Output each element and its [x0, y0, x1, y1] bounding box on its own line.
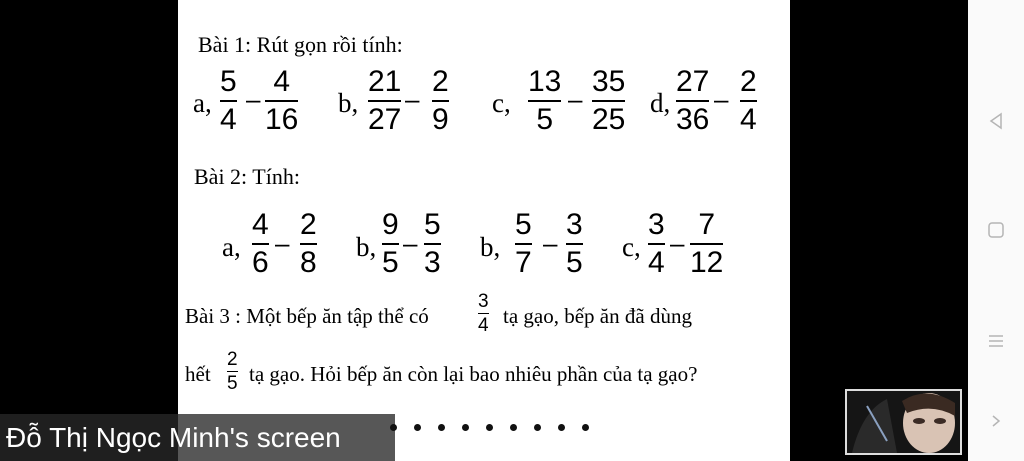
- bai1-d-fraction2: [740, 67, 757, 135]
- home-square-icon: [987, 221, 1005, 239]
- bai2-c-label: b,: [480, 232, 501, 262]
- bai1-title: Bài 1: Rút gọn rồi tính:: [198, 32, 403, 57]
- bai3-text-part4: tạ gạo. Hỏi bếp ăn còn lại bao nhiêu phần của tạ gạo?: [249, 362, 698, 386]
- bai2-b-label: b,: [356, 232, 377, 262]
- numerator: 27: [676, 65, 710, 98]
- bai1-d-fraction1: [676, 67, 709, 135]
- bai1-b-label: b,: [338, 88, 359, 118]
- numerator: 7: [698, 208, 716, 241]
- page-dot[interactable]: [390, 424, 397, 431]
- numerator: 4: [252, 208, 269, 241]
- bai1-b-fraction2: [432, 67, 449, 135]
- denominator: 4: [478, 315, 489, 336]
- bai1-c-fraction2: [592, 67, 625, 135]
- denominator: 3: [424, 246, 441, 279]
- page-dot[interactable]: [462, 424, 469, 431]
- denominator: 4: [648, 246, 665, 279]
- bai2-title: Bài 2: Tính:: [194, 164, 300, 189]
- bai2-a-fraction2: [300, 210, 317, 278]
- bai2-d-label: c,: [622, 232, 641, 262]
- bai1-c-fraction1: [528, 67, 561, 135]
- denominator: 4: [740, 103, 757, 136]
- page-dot[interactable]: [582, 424, 589, 431]
- numerator: 35: [592, 65, 626, 98]
- denominator: 5: [536, 103, 554, 136]
- recents-button[interactable]: [978, 323, 1014, 359]
- numerator: 21: [368, 65, 402, 98]
- denominator: 16: [265, 103, 299, 136]
- numerator: 9: [382, 208, 399, 241]
- bai2-a-fraction1: [252, 210, 269, 278]
- minus-sign: –: [405, 84, 420, 114]
- expand-panel-button[interactable]: [978, 403, 1014, 439]
- page-dot[interactable]: [510, 424, 517, 431]
- bai1-a-fraction2: [265, 67, 298, 135]
- page-dot[interactable]: [414, 424, 421, 431]
- bai2-b-fraction2: [424, 210, 441, 278]
- denominator: 5: [566, 246, 583, 279]
- denominator: 6: [252, 246, 269, 279]
- denominator: 27: [368, 103, 402, 136]
- minus-sign: –: [568, 84, 583, 114]
- minus-sign: –: [543, 228, 558, 258]
- back-button[interactable]: [978, 103, 1014, 139]
- bai2-c-fraction1: [515, 210, 532, 278]
- numerator: 3: [648, 208, 665, 241]
- minus-sign: –: [275, 228, 290, 258]
- left-black-frame: [0, 0, 178, 461]
- minus-sign: –: [714, 84, 729, 114]
- bai3-text-part2: tạ gạo, bếp ăn đã dùng: [503, 304, 692, 328]
- denominator: 25: [592, 103, 626, 136]
- numerator: 13: [528, 65, 562, 98]
- bai1-a-label: a,: [193, 88, 212, 118]
- bai1-b-fraction1: [368, 67, 401, 135]
- page-dot[interactable]: [486, 424, 493, 431]
- bai2-a-label: a,: [222, 232, 241, 262]
- numerator: 2: [300, 208, 317, 241]
- denominator: 12: [690, 246, 724, 279]
- menu-lines-icon: [987, 332, 1005, 350]
- bai3-fraction2: [227, 350, 238, 393]
- minus-sign: –: [670, 228, 685, 258]
- numerator: 5: [424, 208, 441, 241]
- bai1-c-label: c,: [492, 88, 511, 118]
- screen-share-caption: Đỗ Thị Ngọc Minh's screen: [0, 414, 395, 461]
- bai1-d-label: d,: [650, 88, 671, 118]
- page-dot[interactable]: [438, 424, 445, 431]
- participant-video-thumbnail[interactable]: [845, 389, 962, 455]
- participant-face-image: [847, 391, 960, 453]
- denominator: 8: [300, 246, 317, 279]
- numerator: 5: [515, 208, 532, 241]
- denominator: 5: [227, 373, 238, 394]
- denominator: 9: [432, 103, 449, 136]
- numerator: 4: [273, 65, 291, 98]
- denominator: 5: [382, 246, 399, 279]
- numerator: 3: [566, 208, 583, 241]
- bai3-text-part1: Bài 3 : Một bếp ăn tập thể có: [185, 304, 429, 328]
- denominator: 36: [676, 103, 710, 136]
- back-triangle-icon: [987, 112, 1005, 130]
- denominator: 4: [220, 103, 237, 136]
- bai2-b-fraction1: [382, 210, 399, 278]
- bai1-a-fraction1: [220, 67, 237, 135]
- numerator: 3: [478, 291, 489, 312]
- numerator: 5: [220, 65, 237, 98]
- page-indicator[interactable]: [390, 424, 589, 431]
- numerator: 2: [227, 349, 238, 370]
- numerator: 2: [432, 65, 449, 98]
- bai3-fraction1: [478, 292, 489, 335]
- page-dot[interactable]: [558, 424, 565, 431]
- numerator: 2: [740, 65, 757, 98]
- page-dot[interactable]: [534, 424, 541, 431]
- bai3-text-part3: hết: [185, 362, 211, 386]
- bai2-d-fraction2: [690, 210, 723, 278]
- bai2-d-fraction1: [648, 210, 665, 278]
- minus-sign: –: [246, 84, 261, 114]
- chevron-right-icon: [989, 414, 1003, 428]
- home-button[interactable]: [978, 212, 1014, 248]
- denominator: 7: [515, 246, 532, 279]
- bai2-c-fraction2: [566, 210, 583, 278]
- minus-sign: –: [403, 228, 418, 258]
